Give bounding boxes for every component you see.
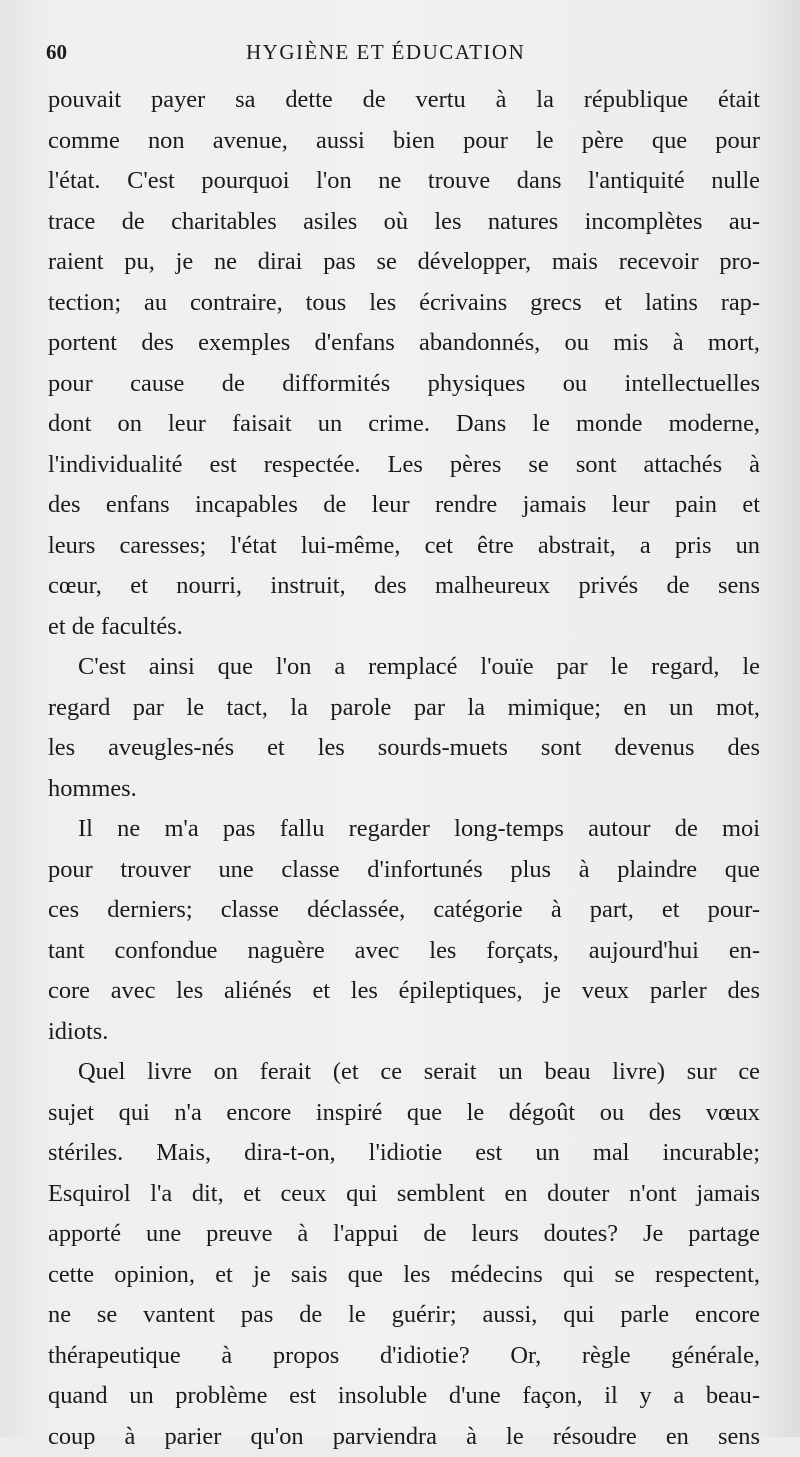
text-line: comme non avenue, aussi bien pour le père que pour [48, 121, 760, 162]
text-line: pour trouver une classe d'infortunés plus à plaindre que [48, 850, 760, 891]
text-line: portent des exemples d'enfans abandonnés, ou mis à mort, [48, 323, 760, 364]
paragraph-end-line: et de facultés. [48, 607, 760, 648]
text-line: des enfans incapables de leur rendre jamais leur pain et [48, 485, 760, 526]
text-line: ces derniers; classe déclassée, catégorie à part, et pour- [48, 890, 760, 931]
text-line: tection; au contraire, tous les écrivains grecs et latins rap- [48, 283, 760, 324]
text-line: coup à parier qu'on parviendra à le résoudre en sens [48, 1417, 760, 1457]
text-line: les aveugles-nés et les sourds-muets sont devenus des [48, 728, 760, 769]
text-line: apporté une preuve à l'appui de leurs doutes? Je partage [48, 1214, 760, 1255]
running-head [46, 40, 766, 74]
text-line: dont on leur faisait un crime. Dans le monde moderne, [48, 404, 760, 445]
text-line: ne se vantent pas de le guérir; aussi, qui parle encore [48, 1295, 760, 1336]
text-line: stériles. Mais, dira-t-on, l'idiotie est un mal incurable; [48, 1133, 760, 1174]
text-line: quand un problème est insoluble d'une façon, il y a beau- [48, 1376, 760, 1417]
text-line: pouvait payer sa dette de vertu à la république était [48, 80, 760, 121]
paragraph-start-line: Il ne m'a pas fallu regarder long-temps autour de moi [48, 809, 760, 850]
text-line: sujet qui n'a encore inspiré que le dégoût ou des vœux [48, 1093, 760, 1134]
text-line: tant confondue naguère avec les forçats, aujourd'hui en- [48, 931, 760, 972]
body-text [48, 80, 760, 1457]
text-line: trace de charitables asiles où les natures incomplètes au- [48, 202, 760, 243]
text-line: cette opinion, et je sais que les médecins qui se respectent, [48, 1255, 760, 1296]
paragraph-end-line: idiots. [48, 1012, 760, 1053]
paragraph-end-line: hommes. [48, 769, 760, 810]
text-line: thérapeutique à propos d'idiotie? Or, règle générale, [48, 1336, 760, 1377]
text-line: regard par le tact, la parole par la mimique; en un mot, [48, 688, 760, 729]
text-line: core avec les aliénés et les épileptiques, je veux parler des [48, 971, 760, 1012]
text-line: cœur, et nourri, instruit, des malheureux privés de sens [48, 566, 760, 607]
text-line: Esquirol l'a dit, et ceux qui semblent en douter n'ont jamais [48, 1174, 760, 1215]
text-line: l'individualité est respectée. Les pères se sont attachés à [48, 445, 760, 486]
text-line: l'état. C'est pourquoi l'on ne trouve dans l'antiquité nulle [48, 161, 760, 202]
text-line: pour cause de difformités physiques ou intellectuelles [48, 364, 760, 405]
text-line: leurs caresses; l'état lui-même, cet être abstrait, a pris un [48, 526, 760, 567]
header-title: HYGIÈNE ET ÉDUCATION [246, 40, 525, 65]
page-number: 60 [46, 40, 67, 65]
text-line: raient pu, je ne dirai pas se développer, mais recevoir pro- [48, 242, 760, 283]
paragraph-start-line: Quel livre on ferait (et ce serait un beau livre) sur ce [48, 1052, 760, 1093]
paragraph-start-line: C'est ainsi que l'on a remplacé l'ouïe par le regard, le [48, 647, 760, 688]
